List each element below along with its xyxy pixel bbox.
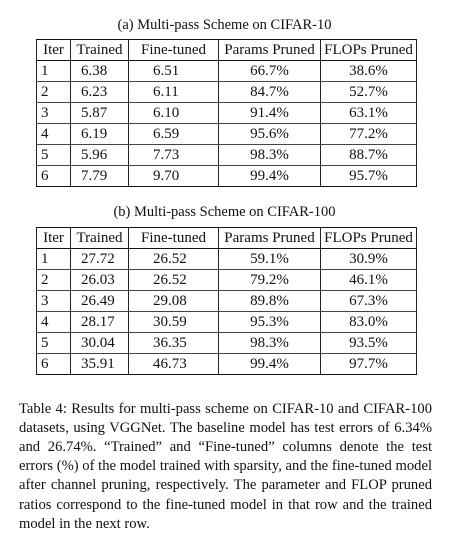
table-row (37, 145, 417, 166)
cell-iter: 1 (37, 249, 71, 270)
header-iter: Iter (37, 228, 71, 249)
results-table-cifar10 (36, 39, 417, 187)
header-fine-tuned: Fine-tuned (129, 40, 219, 61)
cell-flops-pruned: 77.2% (321, 124, 417, 145)
table-caption: Table 4: Results for multi-pass scheme on CIFAR-10 and CIFAR-100 datasets, using VGGNet. The baseline model has test errors of 6.34% and 26.74%. “Trained” and “Fine-tuned” columns denote the test errors (%) of the model trained with sparsity, and the fine-tuned model after channel pruning, respectively. The parameter and FLOP pruned ratios correspond to the fine-tuned model in that row and the trained model in the next row. (19, 400, 432, 532)
header-iter: Iter (37, 40, 71, 61)
cell-trained: 7.79 (71, 166, 129, 187)
cell-trained: 28.17 (71, 312, 129, 333)
cell-flops-pruned: 93.5% (321, 333, 417, 354)
cell-iter: 3 (37, 291, 71, 312)
cell-fine-tuned: 29.08 (129, 291, 219, 312)
cell-iter: 4 (37, 312, 71, 333)
header-flops-pruned: FLOPs Pruned (321, 40, 417, 61)
cell-params-pruned: 95.3% (219, 312, 321, 333)
table-body (37, 249, 417, 375)
cell-trained: 6.19 (71, 124, 129, 145)
cell-trained: 5.87 (71, 103, 129, 124)
cell-iter: 6 (37, 166, 71, 187)
cell-fine-tuned: 36.35 (129, 333, 219, 354)
cell-iter: 5 (37, 145, 71, 166)
cell-iter: 1 (37, 61, 71, 82)
cell-fine-tuned: 9.70 (129, 166, 219, 187)
table-b-subtitle: (b) Multi-pass Scheme on CIFAR-100 (113, 204, 336, 220)
table-a-subtitle: (a) Multi-pass Scheme on CIFAR-10 (117, 17, 332, 33)
header-flops-pruned: FLOPs Pruned (321, 228, 417, 249)
cell-iter: 4 (37, 124, 71, 145)
cell-flops-pruned: 46.1% (321, 270, 417, 291)
cell-params-pruned: 91.4% (219, 103, 321, 124)
cell-fine-tuned: 6.51 (129, 61, 219, 82)
cell-params-pruned: 99.4% (219, 166, 321, 187)
cell-fine-tuned: 26.52 (129, 249, 219, 270)
header-trained: Trained (71, 228, 129, 249)
header-params-pruned: Params Pruned (219, 40, 321, 61)
cell-fine-tuned: 30.59 (129, 312, 219, 333)
table-row (37, 249, 417, 270)
table-header (37, 228, 417, 249)
cell-flops-pruned: 88.7% (321, 145, 417, 166)
cell-fine-tuned: 7.73 (129, 145, 219, 166)
cell-trained: 26.49 (71, 291, 129, 312)
cell-fine-tuned: 6.59 (129, 124, 219, 145)
cell-params-pruned: 98.3% (219, 333, 321, 354)
cell-trained: 26.03 (71, 270, 129, 291)
cell-trained: 6.38 (71, 61, 129, 82)
table-row (37, 291, 417, 312)
cell-fine-tuned: 6.10 (129, 103, 219, 124)
cell-fine-tuned: 6.11 (129, 82, 219, 103)
cell-iter: 2 (37, 270, 71, 291)
table-row (37, 270, 417, 291)
cell-fine-tuned: 26.52 (129, 270, 219, 291)
cell-flops-pruned: 38.6% (321, 61, 417, 82)
cell-flops-pruned: 30.9% (321, 249, 417, 270)
table-row (37, 82, 417, 103)
results-table-cifar100 (36, 227, 417, 375)
cell-params-pruned: 84.7% (219, 82, 321, 103)
cell-flops-pruned: 97.7% (321, 354, 417, 375)
header-fine-tuned: Fine-tuned (129, 228, 219, 249)
cell-flops-pruned: 63.1% (321, 103, 417, 124)
cell-params-pruned: 89.8% (219, 291, 321, 312)
table-row (37, 124, 417, 145)
cell-trained: 35.91 (71, 354, 129, 375)
cell-flops-pruned: 83.0% (321, 312, 417, 333)
cell-params-pruned: 95.6% (219, 124, 321, 145)
table-row (37, 166, 417, 187)
table-row (37, 354, 417, 375)
cell-flops-pruned: 67.3% (321, 291, 417, 312)
header-trained: Trained (71, 40, 129, 61)
table-row (37, 333, 417, 354)
table-row (37, 103, 417, 124)
cell-trained: 30.04 (71, 333, 129, 354)
cell-params-pruned: 66.7% (219, 61, 321, 82)
cell-trained: 27.72 (71, 249, 129, 270)
cell-trained: 6.23 (71, 82, 129, 103)
cell-trained: 5.96 (71, 145, 129, 166)
cell-iter: 2 (37, 82, 71, 103)
cell-params-pruned: 98.3% (219, 145, 321, 166)
table-row (37, 312, 417, 333)
cell-flops-pruned: 52.7% (321, 82, 417, 103)
cell-fine-tuned: 46.73 (129, 354, 219, 375)
cell-flops-pruned: 95.7% (321, 166, 417, 187)
table-body (37, 61, 417, 187)
cell-iter: 5 (37, 333, 71, 354)
cell-iter: 6 (37, 354, 71, 375)
cell-params-pruned: 79.2% (219, 270, 321, 291)
cell-params-pruned: 99.4% (219, 354, 321, 375)
table-header (37, 40, 417, 61)
header-params-pruned: Params Pruned (219, 228, 321, 249)
cell-params-pruned: 59.1% (219, 249, 321, 270)
table-row (37, 61, 417, 82)
cell-iter: 3 (37, 103, 71, 124)
